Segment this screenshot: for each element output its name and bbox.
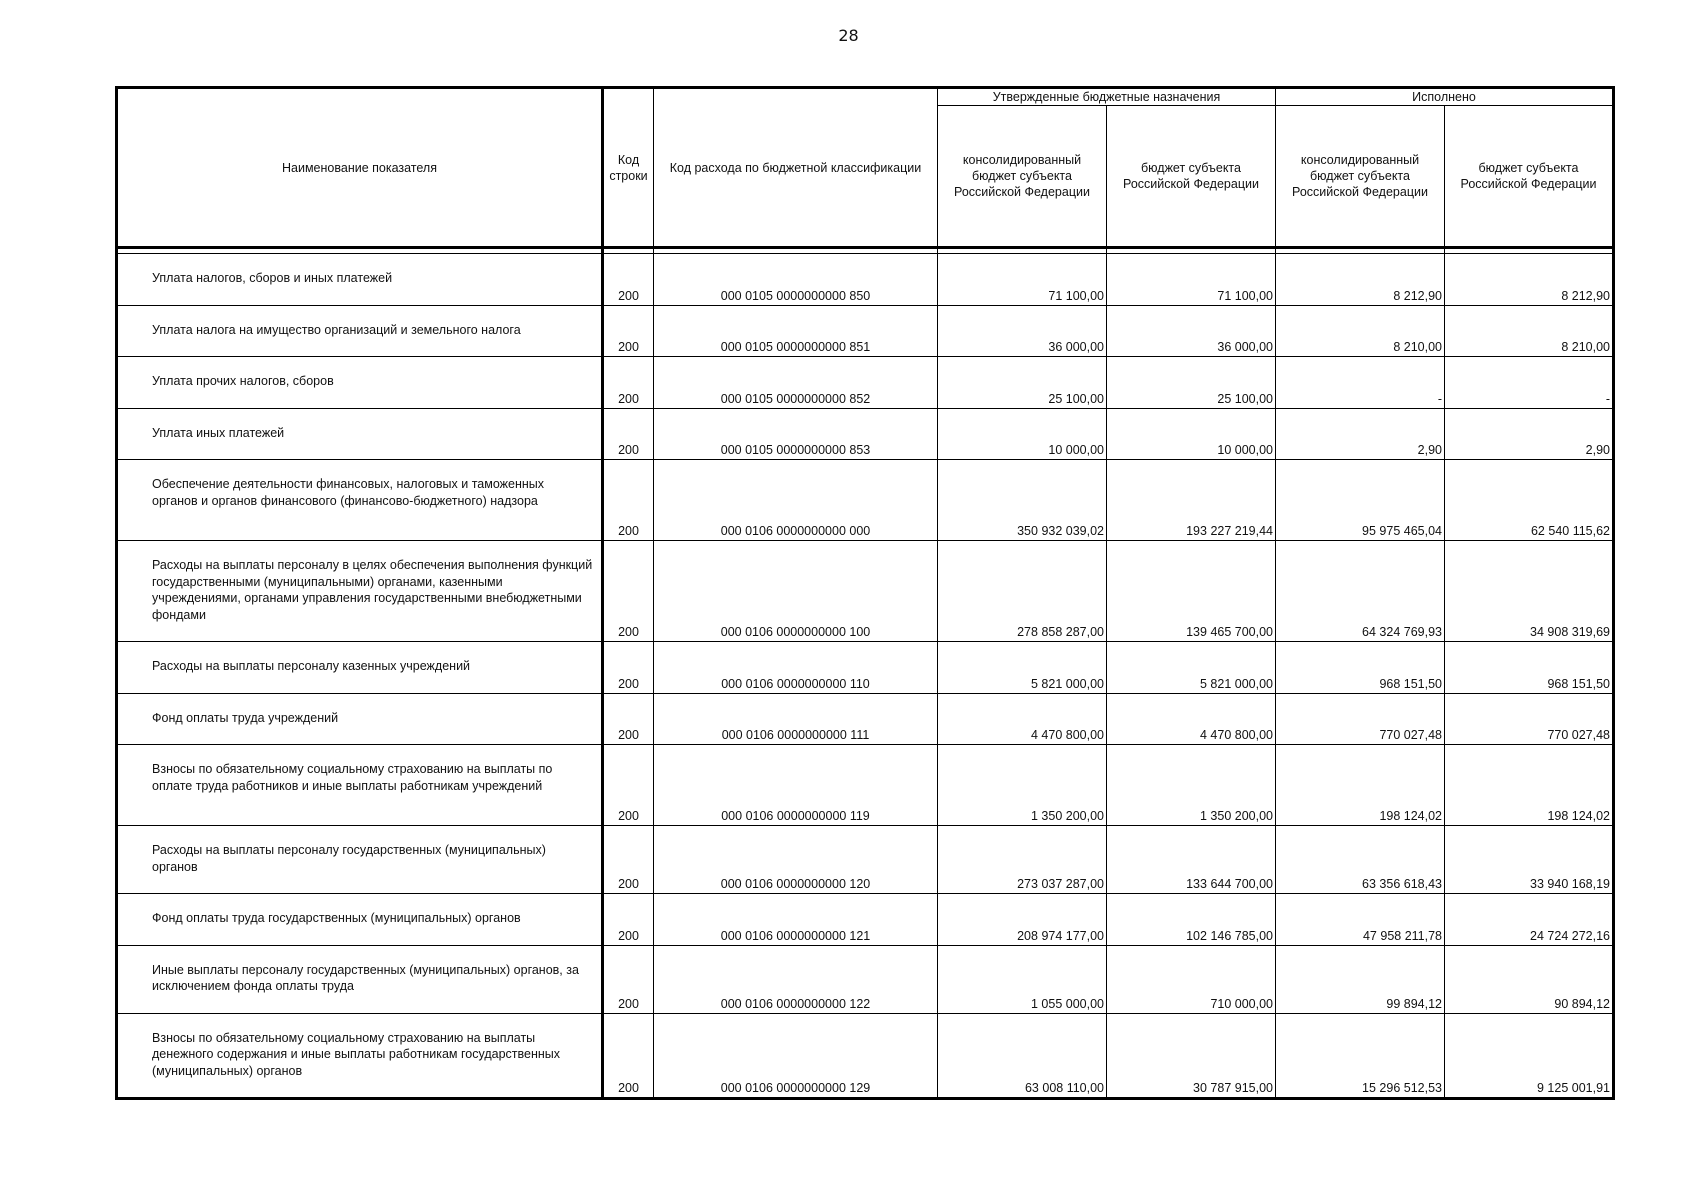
executed-consolidated-cell: 770 027,48 [1276, 693, 1445, 745]
classification-code-cell: 000 0106 0000000000 122 [654, 945, 938, 1013]
header-approved-subject-text: бюджет субъекта Российской Федерации [1123, 161, 1259, 191]
header-approved-group [938, 88, 1276, 106]
table-row [117, 745, 1614, 826]
approved-subject-cell: 71 100,00 [1107, 254, 1276, 306]
classification-code-cell: 000 0106 0000000000 119 [654, 745, 938, 826]
classification-code-cell: 000 0105 0000000000 853 [654, 408, 938, 460]
executed-consolidated-cell: 63 356 618,43 [1276, 826, 1445, 894]
approved-subject-cell: 36 000,00 [1107, 305, 1276, 357]
table-row [117, 1013, 1614, 1099]
header-classification-code-text: Код расхода по бюджетной классификации [669, 160, 922, 175]
executed-consolidated-cell: 968 151,50 [1276, 642, 1445, 694]
header-classification-code [654, 88, 938, 248]
indicator-name-cell: Расходы на выплаты персоналу казенных учреждений [117, 642, 603, 694]
executed-subject-cell: 24 724 272,16 [1445, 894, 1614, 946]
header-indicator-name-text: Наименование показателя [282, 160, 437, 175]
table-row [117, 826, 1614, 894]
executed-consolidated-cell: 99 894,12 [1276, 945, 1445, 1013]
classification-code-cell: 000 0106 0000000000 129 [654, 1013, 938, 1099]
approved-consolidated-cell: 278 858 287,00 [938, 541, 1107, 642]
approved-subject-cell: 1 350 200,00 [1107, 745, 1276, 826]
header-approved-subject [1107, 106, 1276, 248]
approved-consolidated-cell: 273 037 287,00 [938, 826, 1107, 894]
executed-subject-cell: 33 940 168,19 [1445, 826, 1614, 894]
classification-code-cell: 000 0105 0000000000 852 [654, 357, 938, 409]
row-code-cell: 200 [603, 826, 654, 894]
header-indicator-name [117, 88, 603, 248]
classification-code-cell: 000 0106 0000000000 111 [654, 693, 938, 745]
approved-subject-cell: 10 000,00 [1107, 408, 1276, 460]
row-code-cell: 200 [603, 945, 654, 1013]
executed-subject-cell: 62 540 115,62 [1445, 460, 1614, 541]
header-approved-consolidated [938, 106, 1107, 248]
approved-subject-cell: 25 100,00 [1107, 357, 1276, 409]
executed-subject-cell: 9 125 001,91 [1445, 1013, 1614, 1099]
indicator-name-cell: Фонд оплаты труда учреждений [117, 693, 603, 745]
executed-subject-cell: 770 027,48 [1445, 693, 1614, 745]
header-approved-group-text: Утвержденные бюджетные назначения [992, 90, 1221, 104]
indicator-name-cell: Взносы по обязательному социальному страхованию на выплаты денежного содержания и иные выплаты работникам государственных (муниципальных) органов [117, 1013, 603, 1099]
executed-subject-cell: 34 908 319,69 [1445, 541, 1614, 642]
indicator-name-cell: Взносы по обязательному социальному страхованию на выплаты по оплате труда работников и иные выплаты работникам учреждений [117, 745, 603, 826]
indicator-name-cell: Уплата прочих налогов, сборов [117, 357, 603, 409]
classification-code-cell: 000 0106 0000000000 100 [654, 541, 938, 642]
indicator-name-cell: Уплата налога на имущество организаций и земельного налога [117, 305, 603, 357]
row-code-cell: 200 [603, 642, 654, 694]
row-code-cell: 200 [603, 1013, 654, 1099]
table-row [117, 642, 1614, 694]
header-executed-subject-text: бюджет субъекта Российской Федерации [1460, 161, 1597, 191]
approved-consolidated-cell: 36 000,00 [938, 305, 1107, 357]
row-code-cell: 200 [603, 254, 654, 306]
classification-code-cell: 000 0105 0000000000 850 [654, 254, 938, 306]
executed-subject-cell: - [1445, 357, 1614, 409]
table-row [117, 305, 1614, 357]
classification-code-cell: 000 0105 0000000000 851 [654, 305, 938, 357]
executed-consolidated-cell: 95 975 465,04 [1276, 460, 1445, 541]
executed-subject-cell: 968 151,50 [1445, 642, 1614, 694]
executed-consolidated-cell: 2,90 [1276, 408, 1445, 460]
table-row [117, 894, 1614, 946]
row-code-cell: 200 [603, 894, 654, 946]
indicator-name-cell: Расходы на выплаты персоналу в целях обеспечения выполнения функций государственными (муниципальными) органами, казенными учреждениями, органами управления государственными внебюджетными фондами [117, 541, 603, 642]
header-executed-group [1276, 88, 1614, 106]
table-row [117, 693, 1614, 745]
header-row-code [603, 88, 654, 248]
approved-consolidated-cell: 350 932 039,02 [938, 460, 1107, 541]
indicator-name-cell: Расходы на выплаты персоналу государственных (муниципальных) органов [117, 826, 603, 894]
approved-subject-cell: 710 000,00 [1107, 945, 1276, 1013]
approved-consolidated-cell: 4 470 800,00 [938, 693, 1107, 745]
row-code-cell: 200 [603, 541, 654, 642]
page-number: 28 [838, 26, 859, 45]
row-code-cell: 200 [603, 693, 654, 745]
approved-consolidated-cell: 1 350 200,00 [938, 745, 1107, 826]
row-code-cell: 200 [603, 305, 654, 357]
executed-subject-cell: 8 210,00 [1445, 305, 1614, 357]
header-row-code-line1: Код [617, 152, 640, 167]
budget-execution-table [115, 86, 1615, 1100]
table-row [117, 541, 1614, 642]
indicator-name-cell: Фонд оплаты труда государственных (муниципальных) органов [117, 894, 603, 946]
executed-subject-cell: 2,90 [1445, 408, 1614, 460]
header-executed-subject [1445, 106, 1614, 248]
approved-subject-cell: 5 821 000,00 [1107, 642, 1276, 694]
approved-subject-cell: 139 465 700,00 [1107, 541, 1276, 642]
approved-subject-cell: 4 470 800,00 [1107, 693, 1276, 745]
indicator-name-cell: Уплата налогов, сборов и иных платежей [117, 254, 603, 306]
executed-consolidated-cell: 64 324 769,93 [1276, 541, 1445, 642]
executed-subject-cell: 198 124,02 [1445, 745, 1614, 826]
indicator-name-cell: Обеспечение деятельности финансовых, налоговых и таможенных органов и органов финансового (финансово-бюджетного) надзора [117, 460, 603, 541]
table-row [117, 408, 1614, 460]
indicator-name-cell: Иные выплаты персоналу государственных (муниципальных) органов, за исключением фонда оплаты труда [117, 945, 603, 1013]
classification-code-cell: 000 0106 0000000000 000 [654, 460, 938, 541]
table-row [117, 254, 1614, 306]
executed-subject-cell: 90 894,12 [1445, 945, 1614, 1013]
row-code-cell: 200 [603, 357, 654, 409]
header-executed-consolidated [1276, 106, 1445, 248]
table-header [117, 88, 1614, 248]
executed-consolidated-cell: 47 958 211,78 [1276, 894, 1445, 946]
approved-consolidated-cell: 71 100,00 [938, 254, 1107, 306]
classification-code-cell: 000 0106 0000000000 110 [654, 642, 938, 694]
header-executed-consolidated-text: консолидированный бюджет субъекта Российской Федерации [1292, 153, 1428, 199]
row-code-cell: 200 [603, 408, 654, 460]
header-row-code-line2: строки [609, 168, 648, 183]
executed-consolidated-cell: 8 210,00 [1276, 305, 1445, 357]
header-executed-group-text: Исполнено [1412, 90, 1476, 104]
row-code-cell: 200 [603, 460, 654, 541]
approved-consolidated-cell: 63 008 110,00 [938, 1013, 1107, 1099]
approved-subject-cell: 102 146 785,00 [1107, 894, 1276, 946]
table-row [117, 460, 1614, 541]
approved-subject-cell: 133 644 700,00 [1107, 826, 1276, 894]
table-body [117, 248, 1614, 1099]
approved-consolidated-cell: 1 055 000,00 [938, 945, 1107, 1013]
executed-consolidated-cell: 15 296 512,53 [1276, 1013, 1445, 1099]
executed-consolidated-cell: 198 124,02 [1276, 745, 1445, 826]
indicator-name-cell: Уплата иных платежей [117, 408, 603, 460]
approved-consolidated-cell: 25 100,00 [938, 357, 1107, 409]
approved-consolidated-cell: 208 974 177,00 [938, 894, 1107, 946]
approved-consolidated-cell: 5 821 000,00 [938, 642, 1107, 694]
classification-code-cell: 000 0106 0000000000 120 [654, 826, 938, 894]
table-row [117, 357, 1614, 409]
classification-code-cell: 000 0106 0000000000 121 [654, 894, 938, 946]
executed-consolidated-cell: - [1276, 357, 1445, 409]
approved-consolidated-cell: 10 000,00 [938, 408, 1107, 460]
table-row [117, 945, 1614, 1013]
executed-consolidated-cell: 8 212,90 [1276, 254, 1445, 306]
executed-subject-cell: 8 212,90 [1445, 254, 1614, 306]
approved-subject-cell: 193 227 219,44 [1107, 460, 1276, 541]
header-approved-consolidated-text: консолидированный бюджет субъекта Российской Федерации [954, 153, 1090, 199]
approved-subject-cell: 30 787 915,00 [1107, 1013, 1276, 1099]
row-code-cell: 200 [603, 745, 654, 826]
